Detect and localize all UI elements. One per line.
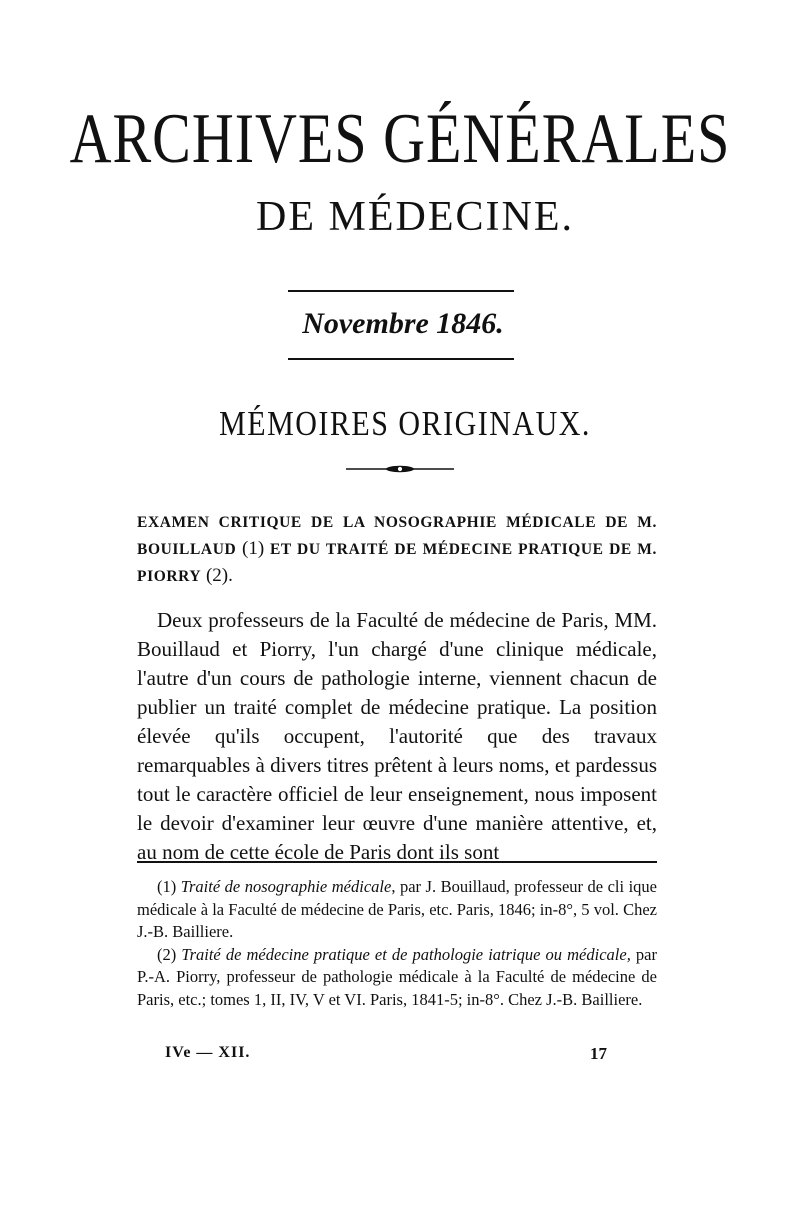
issue-rule-top	[288, 290, 514, 292]
issue-rule-bottom	[288, 358, 514, 360]
footnote-1-title: Traité de nosographie médicale	[180, 877, 392, 896]
journal-title: ARCHIVES GÉNÉRALES	[69, 98, 731, 178]
page-number: 17	[590, 1044, 607, 1063]
journal-subtitle: DE MÉDECINE.	[256, 194, 574, 240]
footnote-2-title: Traité de médecine pratique et de pathologie iatrique ou médicale,	[181, 944, 631, 964]
article-heading	[137, 510, 657, 590]
footnote-2	[137, 944, 657, 1012]
footnote-1	[137, 876, 657, 944]
footnote-2-text: par P.-A. Piorry, professeur de pathologie médicale à la Faculté de médecine de Paris, etc.; tomes 1, II, IV, V et VI. Paris, 1841-5; in-8°. Chez J.-B. Bailliere.	[137, 944, 657, 1009]
footnote-2-marker: (2)	[157, 944, 182, 964]
footnote-1-marker: (1)	[157, 877, 181, 896]
article-heading-part-2: ET DU TRAITÉ DE MÉDECINE PRATIQUE DE M. PIORRY	[137, 541, 658, 585]
ornament-divider	[346, 464, 454, 474]
signature-mark: IVe — XII.	[165, 1044, 251, 1061]
footnote-ref-2: (2).	[201, 565, 233, 586]
footnote-ref-1: (1)	[236, 538, 270, 559]
article-body	[137, 606, 657, 867]
footnote-1-text: , par J. Bouillaud, professeur de cli ique médicale à la Faculté de médecine de Paris, etc. Paris, 1846; in-8°, 5 vol. Chez J.-B. Bailliere.	[137, 877, 657, 941]
issue-date: Novembre 1846.	[302, 307, 504, 340]
section-title: MÉMOIRES ORIGINAUX.	[219, 404, 591, 444]
footnote-rule	[137, 861, 657, 863]
footnotes	[137, 876, 657, 1011]
body-paragraph: Deux professeurs de la Faculté de médecine de Paris, MM. Bouillaud et Piorry, l'un chargé d'une clinique médicale, l'autre d'un cours de pathologie interne, viennent chacun de publier un traité complet de médecine pratique. La position élevée qu'ils occupent, l'autorité que des travaux remarquables à divers titres prêtent à leurs noms, et pardessus tout le caractère officiel de leur enseignement, nous imposent le devoir d'examiner leur œuvre d'une manière attentive, et, au nom de cette école de Paris dont ils sont	[137, 608, 657, 864]
article-heading-part-1: EXAMEN CRITIQUE DE LA NOSOGRAPHIE MÉDICALE DE M. BOUILLAUD	[137, 514, 657, 558]
